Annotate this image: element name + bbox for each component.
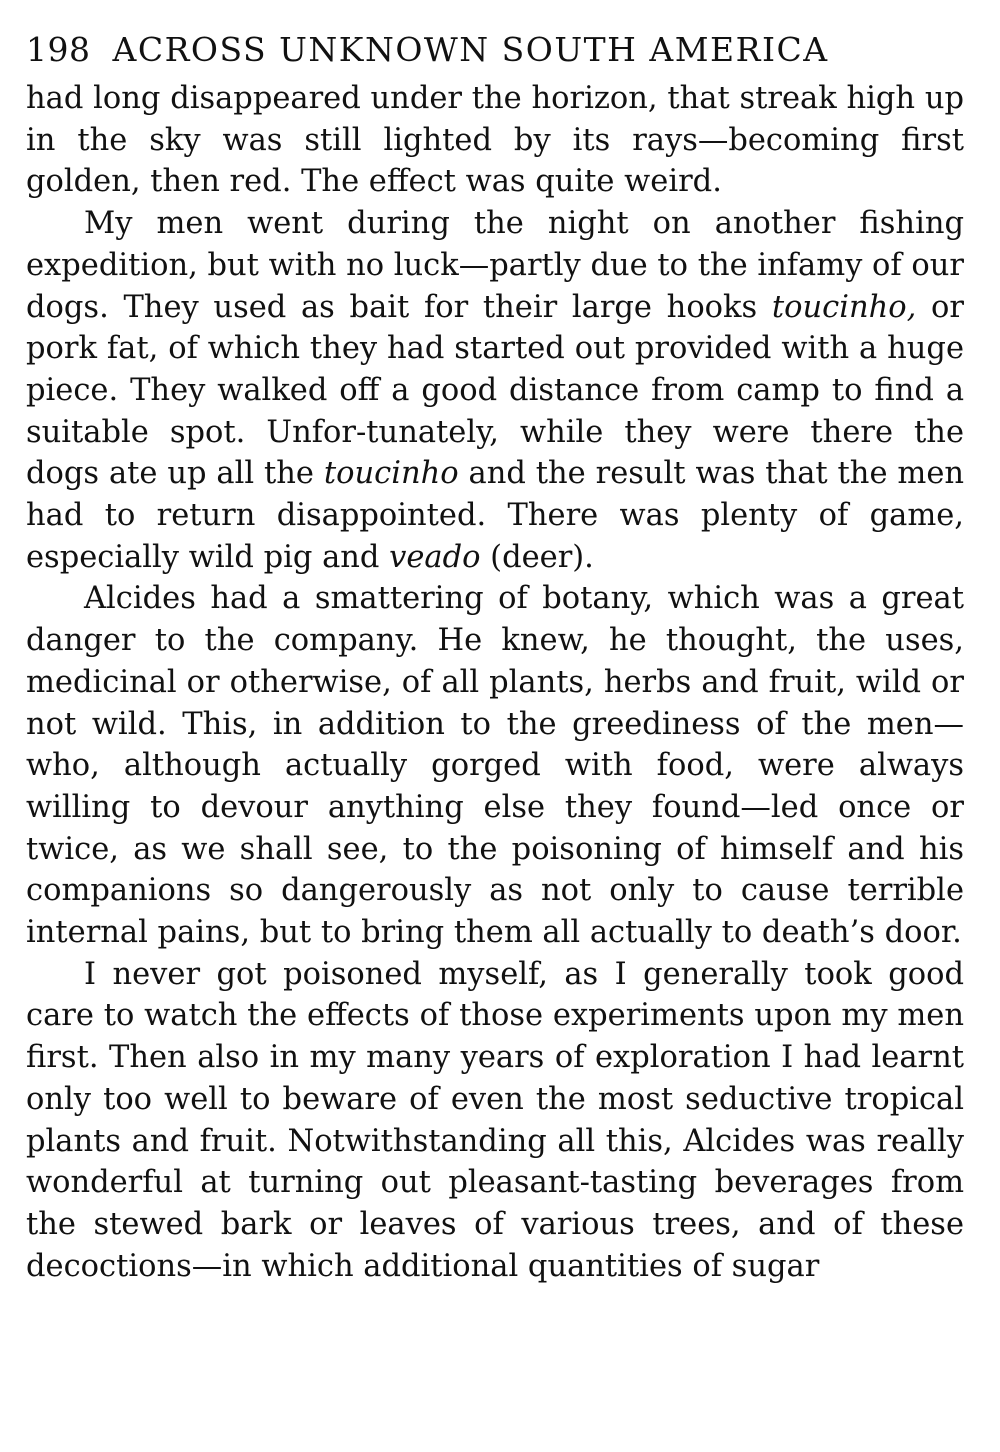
page-header — [26, 22, 964, 78]
paragraph-2-text-a: My men went during the night on another fishing expedition, but with no luck—partly due to the infamy of our dogs. They used as bait for their large hooks — [26, 206, 964, 325]
paragraph-2-text-d: (deer). — [480, 539, 594, 575]
running-title: ACROSS UNKNOWN SOUTH AMERICA — [112, 30, 829, 69]
paragraph-2-italic-toucinho-2: toucinho — [323, 456, 459, 492]
paragraph-2 — [26, 203, 964, 578]
page-number: 198 — [26, 30, 91, 69]
paragraph-3: Alcides had a smattering of botany, which was a great danger to the company. He knew, he thought, the uses, medicinal or otherwise, of all plants, herbs and fruit, wild or not wild. This, in addition to the greediness of the men—who, although actually gorged with food, were always willing to devour anything else they found—led once or twice, as we shall see, to the poisoning of himself and his companions so dangerously as not only to cause terrible internal pains, but to bring them all actually to death’s door. — [26, 581, 964, 951]
paragraph-2-italic-toucinho: toucinho, — [771, 289, 917, 325]
paragraph-4: I never got poisoned myself, as I generally took good care to watch the effects of those experiments upon my men first. Then also in my many years of exploration I had learnt only too well to beware of even the most seductive tropical plants and fruit. Notwithstanding all this, Alcides was really wonderful at turning out pleasant-tasting beverages from the stewed bark or leaves of various trees, and of these decoctions—in which additional quantities of sugar — [26, 956, 964, 1284]
paragraph-2-text-c: and the result was that the men had to return disappointed. There was plenty of game, especially wild pig and — [26, 456, 965, 575]
paragraph-1: had long disappeared under the horizon, that streak high up in the sky was still lighted by its rays—becoming first golden, then red. The effect was quite weird. — [26, 81, 964, 200]
paragraph-2-italic-veado: veado — [389, 539, 481, 575]
paragraph-2-text-b: or pork fat, of which they had started out provided with a huge piece. They walked off a good distance from camp to find a suitable spot. Unfor-tunately, while they were there the dogs ate up all the — [26, 289, 964, 492]
body-text — [26, 78, 964, 1287]
book-page — [26, 22, 964, 1287]
